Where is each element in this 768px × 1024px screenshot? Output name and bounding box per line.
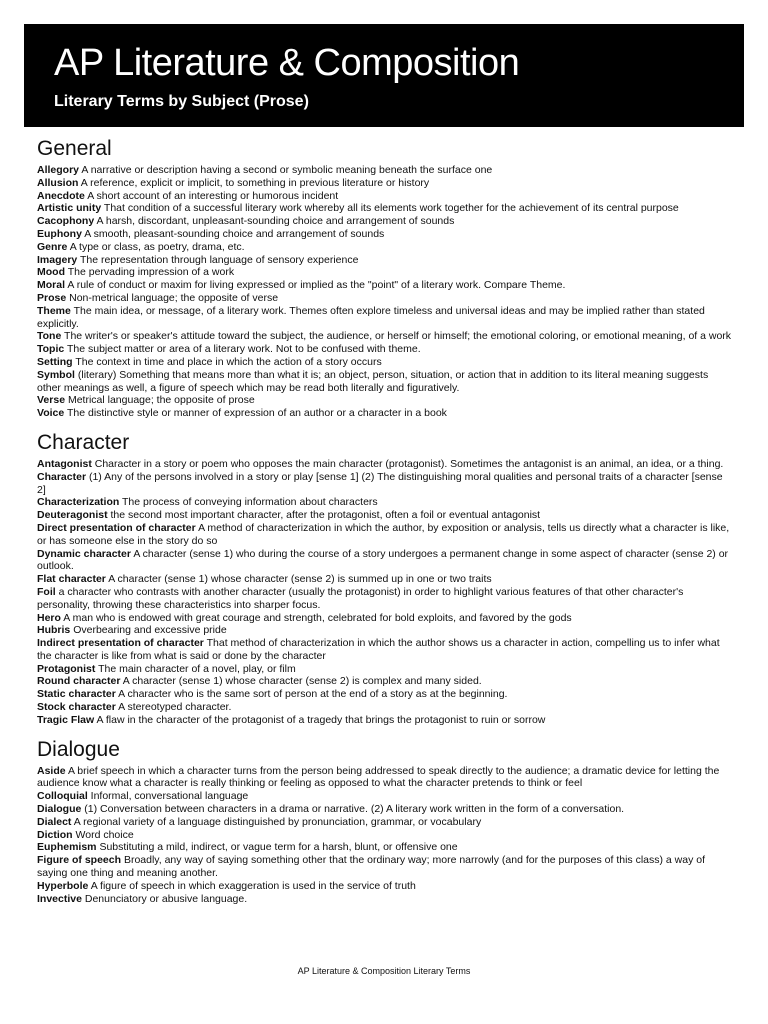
term-name: Hyperbole (37, 879, 89, 892)
term-definition: A regional variety of a language distinguished by pronunciation, grammar, or vocabulary (73, 815, 482, 828)
term-entry (37, 356, 734, 369)
term-definition: A harsh, discordant, unpleasant-sounding choice and arrangement of sounds (96, 215, 455, 228)
term-definition: Substituting a mild, indirect, or vague term for a harsh, blunt, or offensive one (99, 841, 458, 854)
header-banner (24, 24, 744, 127)
term-name: Prose (37, 291, 67, 304)
term-definition: A character (sense 1) who during the course of a story undergoes a permanent change in some aspect of character (sense 2) or outlook. (37, 547, 729, 573)
term-entry (37, 305, 734, 331)
term-definition: (1) Conversation between characters in a drama or narrative. (2) A literary work written in the form of a conversation. (84, 803, 625, 816)
term-definition: A smooth, pleasant-sounding choice and arrangement of sounds (84, 227, 385, 240)
term-entry (37, 228, 734, 241)
section-heading: Dialogue (37, 737, 120, 761)
term-entry (37, 624, 734, 637)
term-definition: That condition of a successful literary work whereby all its elements work together for the achievement of its central purpose (103, 202, 679, 215)
term-entry (37, 458, 734, 471)
term-name: Dynamic character (37, 547, 131, 560)
term-entry (37, 803, 734, 816)
term-definition: Overbearing and excessive pride (73, 624, 227, 637)
term-entry (37, 279, 734, 292)
term-definition: A type or class, as poetry, drama, etc. (69, 240, 245, 253)
term-definition: That method of characterization in which the author shows us a character in action, compelling us to infer what the character is like from what is said or done by the character (37, 637, 720, 662)
section-character (37, 430, 734, 727)
term-name: Direct presentation of character (37, 521, 196, 534)
term-definition: A stereotyped character. (118, 701, 232, 714)
term-name: Voice (37, 407, 65, 420)
term-entry (37, 369, 734, 395)
section-heading: Character (37, 430, 130, 454)
term-name: Protagonist (37, 662, 96, 675)
term-definition: A figure of speech in which exaggeration is used in the service of truth (90, 879, 416, 892)
term-entry (37, 496, 734, 509)
term-name: Indirect presentation of character (37, 637, 204, 650)
term-definition: Character in a story or poem who opposes the main character (protagonist). Sometimes the antagonist is an animal, an idea, or a thing. (94, 457, 724, 470)
term-definition: (literary) Something that means more than what it is; an object, person, situation, or action that in addition to its literal meaning suggests other meanings as well, a figure of speech which may be read both literally and figuratively. (37, 368, 709, 394)
term-definition: The main character of a novel, play, or film (98, 662, 296, 675)
term-entry (37, 880, 734, 893)
document-title: AP Literature & Composition (54, 42, 520, 84)
term-name: Imagery (37, 253, 78, 266)
term-name: Stock character (37, 701, 116, 714)
term-definition: A character (sense 1) whose character (sense 2) is complex and many sided. (122, 675, 482, 688)
term-entry (37, 714, 734, 727)
term-name: Moral (37, 279, 66, 292)
term-definition: A short account of an interesting or humorous incident (87, 189, 339, 202)
section-dialogue (37, 737, 734, 906)
term-name: Artistic unity (37, 202, 102, 215)
term-definition: The main idea, or message, of a literary work. Themes often explore timeless and universal ideas and may be implied rather than stated explicitly. (37, 304, 705, 330)
term-name: Invective (37, 892, 82, 905)
term-entry (37, 829, 734, 842)
term-name: Dialect (37, 815, 72, 828)
term-name: Mood (37, 266, 65, 279)
term-definition: The writer's or speaker's attitude toward the subject, the audience, or herself or himself; the emotional coloring, or emotional meaning, of a work (64, 330, 732, 343)
document-subtitle: Literary Terms by Subject (Prose) (54, 93, 309, 110)
terms-content (37, 136, 734, 915)
term-entry (37, 241, 734, 254)
term-name: Euphemism (37, 841, 97, 854)
term-entry (37, 573, 734, 586)
term-name: Tone (37, 330, 62, 343)
term-name: Figure of speech (37, 854, 122, 867)
page-footer: AP Literature & Composition Literary Terms (297, 966, 471, 976)
term-entry (37, 586, 734, 612)
term-definition: The subject matter or area of a literary work. Not to be confused with theme. (66, 343, 421, 356)
term-name: Character (37, 470, 87, 483)
term-name: Diction (37, 828, 73, 841)
term-entry (37, 612, 734, 625)
term-definition: The process of conveying information about characters (122, 496, 378, 509)
term-definition: Non-metrical language; the opposite of verse (69, 291, 279, 304)
term-definition: A rule of conduct or maxim for living expressed or implied as the "point" of a literary work. Compare Theme. (67, 279, 566, 292)
term-name: Euphony (37, 227, 82, 240)
term-definition: The pervading impression of a work (67, 266, 235, 279)
term-definition: A method of characterization in which the author, by exposition or analysis, tells us directly what a character is like, or has someone else in the story do so (37, 521, 730, 547)
term-name: Dialogue (37, 803, 82, 816)
term-name: Foil (37, 585, 56, 598)
term-definition: Informal, conversational language (90, 790, 249, 803)
term-name: Flat character (37, 573, 106, 586)
term-entry (37, 522, 734, 548)
term-name: Round character (37, 675, 121, 688)
term-name: Symbol (37, 368, 75, 381)
term-name: Antagonist (37, 457, 92, 470)
term-entry (37, 343, 734, 356)
term-definition: A flaw in the character of the protagonist of a tragedy that brings the protagonist to ruin or sorrow (96, 713, 546, 726)
term-name: Colloquial (37, 790, 88, 803)
term-entry (37, 330, 734, 343)
term-definition: A character (sense 1) whose character (sense 2) is summed up in one or two traits (108, 573, 492, 586)
term-name: Aside (37, 764, 66, 777)
term-entry (37, 202, 734, 215)
term-name: Static character (37, 688, 116, 701)
term-entry (37, 394, 734, 407)
term-entry (37, 548, 734, 574)
term-name: Cacophony (37, 215, 95, 228)
term-entry (37, 841, 734, 854)
term-entry (37, 177, 734, 190)
term-name: Setting (37, 355, 73, 368)
term-definition: The context in time and place in which the action of a story occurs (75, 355, 382, 368)
term-entry (37, 407, 734, 420)
term-definition: a character who contrasts with another character (usually the protagonist) in order to highlight various features of that other character's personality, throwing these characteristics into sharper focus. (37, 585, 684, 611)
term-definition: the second most important character, after the protagonist, often a foil or eventual antagonist (110, 509, 541, 522)
term-name: Allusion (37, 176, 79, 189)
section-heading: General (37, 137, 112, 160)
term-name: Deuteragonist (37, 509, 108, 522)
term-definition: A brief speech in which a character turns from the person being addressed to speak directly to the audience; a dramatic device for letting the audience know what a character is really thinking or feeling as opposed to what the character pretends to think or feel (37, 764, 720, 790)
term-entry (37, 854, 734, 880)
term-entry (37, 471, 734, 497)
term-name: Hero (37, 611, 61, 624)
term-definition: A narrative or description having a second or symbolic meaning beneath the surface one (81, 164, 493, 176)
term-entry (37, 816, 734, 829)
term-definition: Word choice (75, 828, 134, 841)
term-definition: (1) Any of the persons involved in a story or play [sense 1] (2) The distinguishing moral qualities and personal traits of a character [sense 2] (37, 470, 723, 496)
term-entry (37, 637, 734, 663)
term-entry (37, 190, 734, 203)
term-entry (37, 509, 734, 522)
term-definition: The distinctive style or manner of expression of an author or a character in a book (66, 407, 447, 420)
term-entry (37, 675, 734, 688)
term-entry (37, 701, 734, 714)
term-entry (37, 254, 734, 267)
term-definition: A reference, explicit or implicit, to something in previous literature or history (80, 176, 430, 189)
term-definition: Metrical language; the opposite of prose (67, 394, 255, 407)
term-entry (37, 688, 734, 701)
term-name: Genre (37, 240, 68, 253)
term-entry (37, 893, 734, 906)
term-entry (37, 765, 734, 791)
term-name: Tragic Flaw (37, 713, 95, 726)
term-entry (37, 215, 734, 228)
term-name: Allegory (37, 164, 80, 176)
term-entry (37, 790, 734, 803)
term-entry (37, 164, 734, 177)
term-name: Topic (37, 343, 65, 356)
term-name: Hubris (37, 624, 71, 637)
term-entry (37, 663, 734, 676)
term-definition: Broadly, any way of saying something other that the ordinary way; more narrowly (and for the purposes of this class) a way of saying one thing and meaning another. (37, 854, 706, 880)
section-general (37, 136, 734, 420)
term-definition: A character who is the same sort of person at the end of a story as at the beginning. (118, 688, 508, 701)
term-name: Theme (37, 304, 71, 317)
term-name: Verse (37, 394, 66, 407)
term-entry (37, 266, 734, 279)
term-definition: The representation through language of sensory experience (80, 253, 359, 266)
term-name: Anecdote (37, 189, 85, 202)
term-entry (37, 292, 734, 305)
term-name: Characterization (37, 496, 120, 509)
term-definition: A man who is endowed with great courage and strength, celebrated for bold exploits, and favored by the gods (63, 611, 572, 624)
term-definition: Denunciatory or abusive language. (84, 892, 248, 905)
